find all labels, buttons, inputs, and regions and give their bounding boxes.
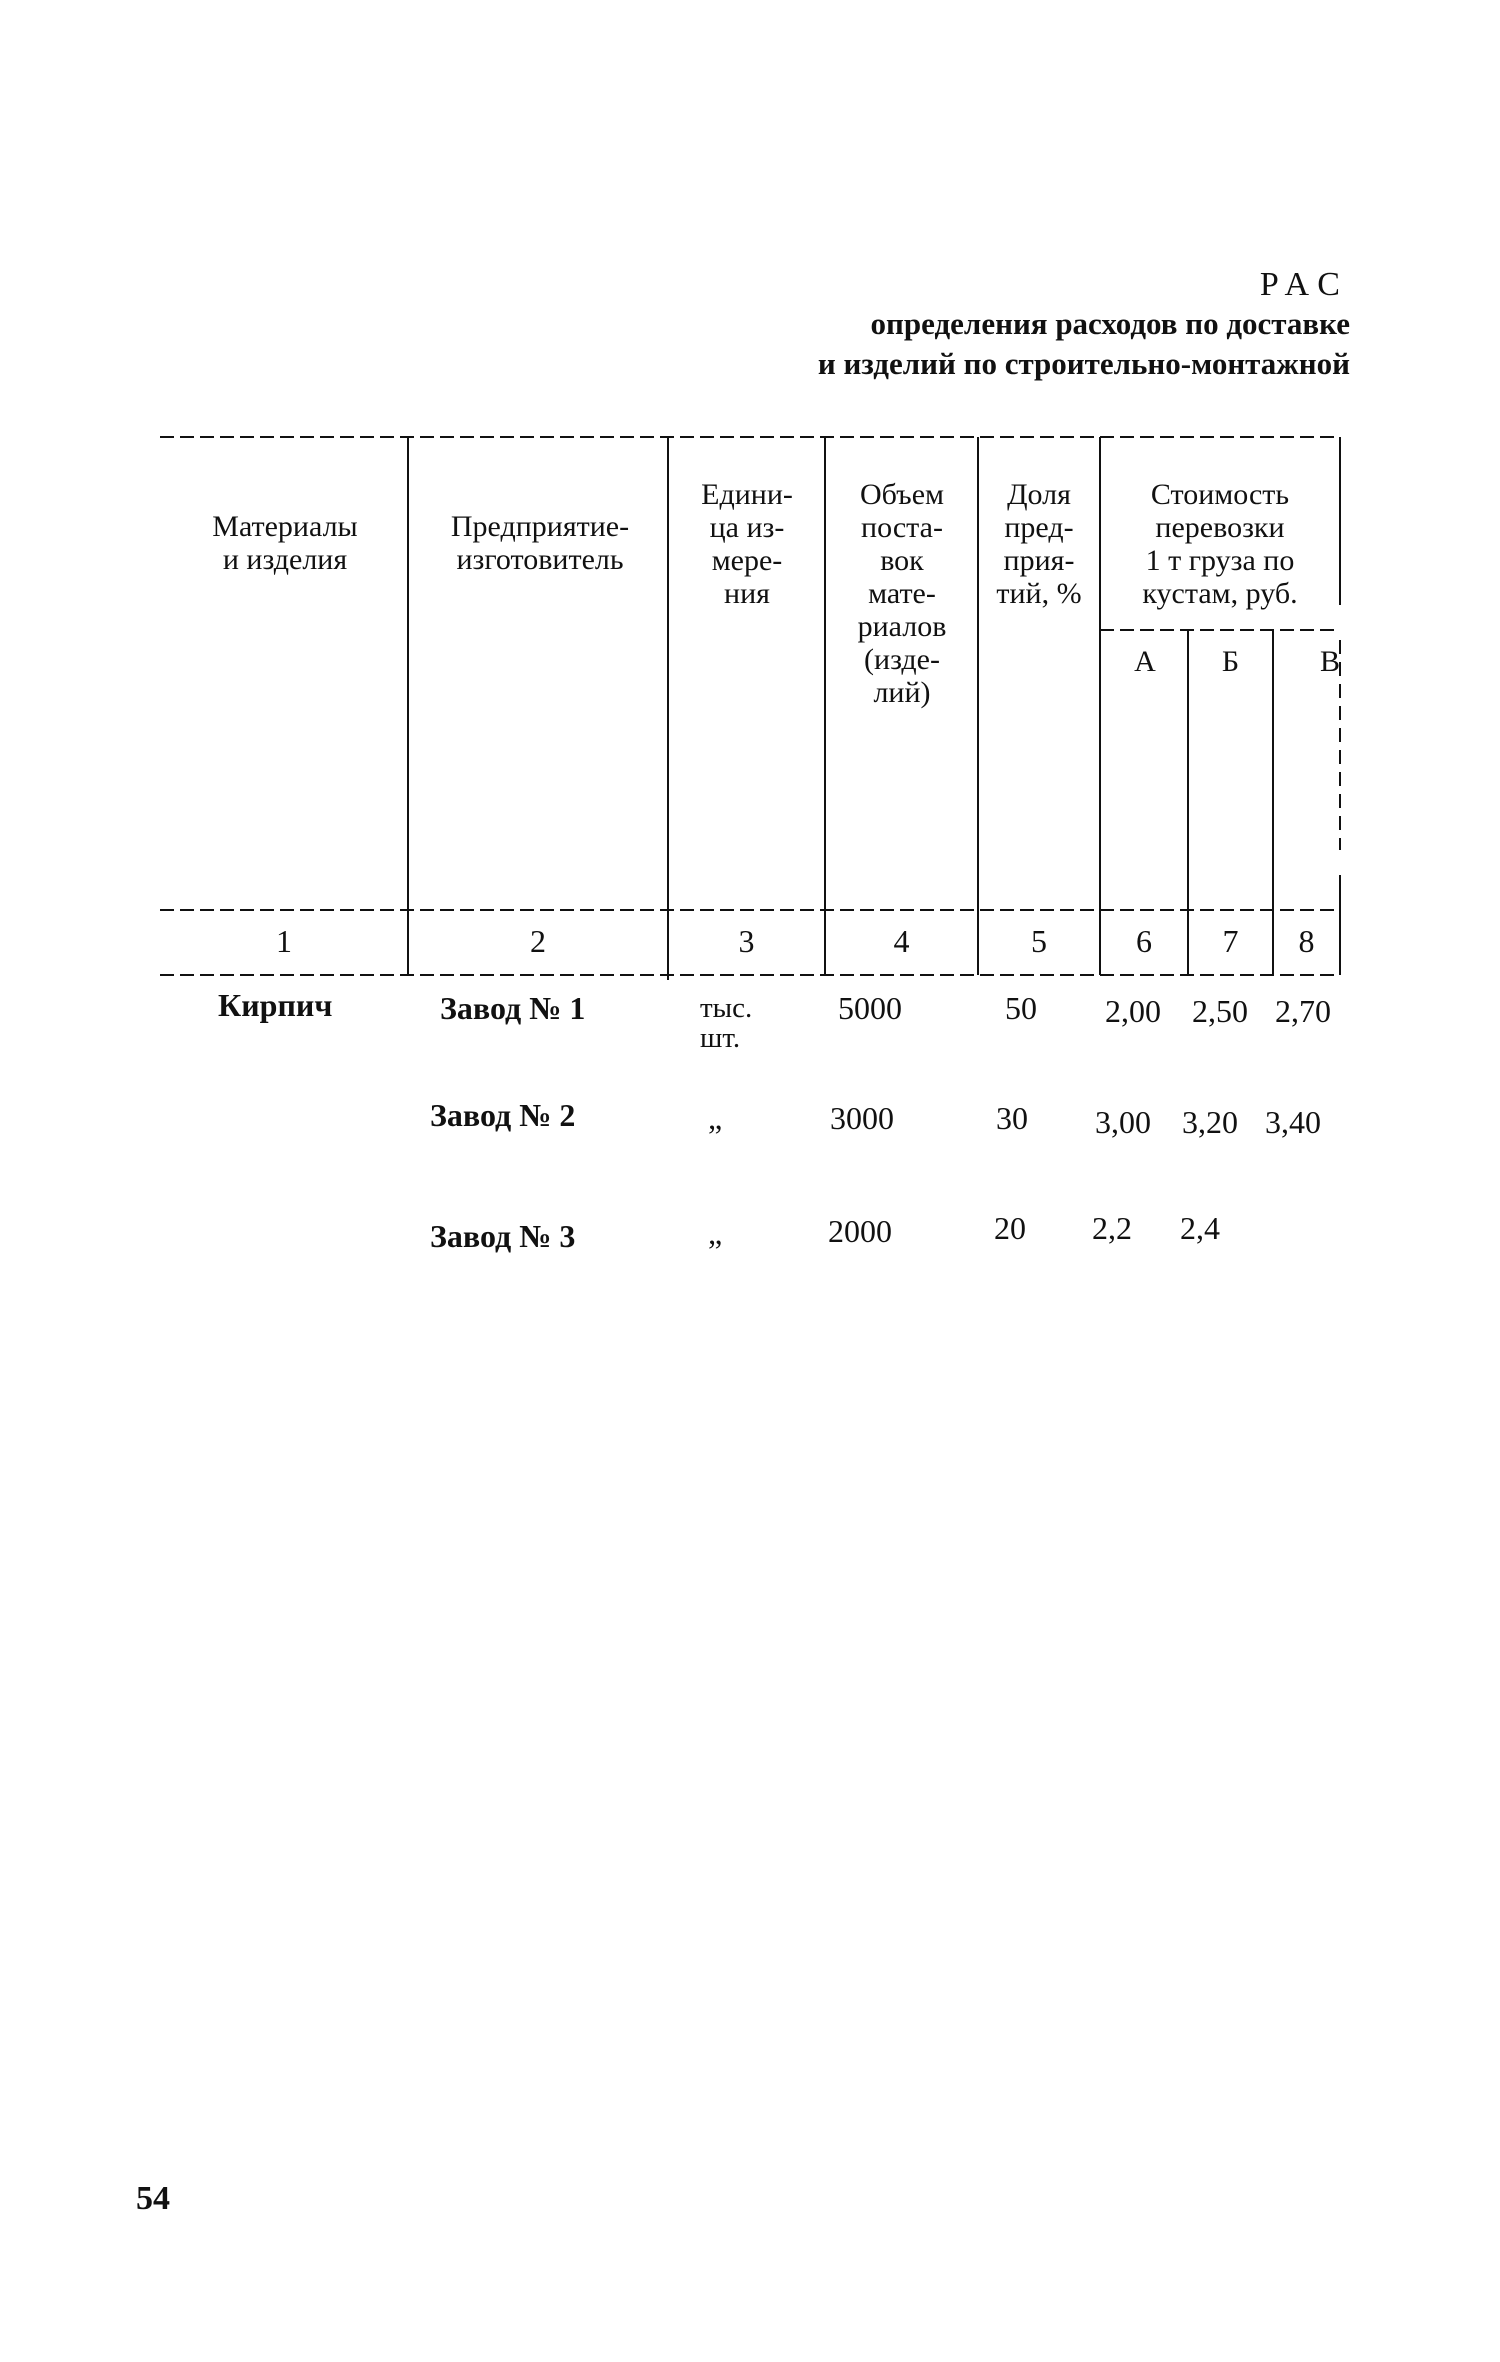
subheader-v: В — [1319, 645, 1340, 678]
column-number-2: 2 — [530, 923, 546, 959]
column-header-volume: Объем поста- вок мате- риалов (изде- лий) — [857, 478, 947, 709]
header-word: РАС — [1259, 266, 1350, 303]
row-2-volume: 3000 — [830, 1100, 894, 1136]
row-1-cost-v: 2,70 — [1275, 993, 1331, 1029]
row-3-volume: 2000 — [828, 1213, 892, 1249]
row-2-cost-v: 3,40 — [1265, 1104, 1321, 1140]
column-number-3: 3 — [738, 923, 755, 959]
column-header-materials: Материалы и изделия — [212, 510, 358, 576]
row-1-cost-b: 2,50 — [1192, 993, 1248, 1029]
header-line-1: определения расходов по доставке — [870, 306, 1350, 341]
row-1-volume: 5000 — [838, 990, 902, 1026]
row-2-cost-b: 3,20 — [1182, 1104, 1238, 1140]
row-2-unit: „ — [708, 1100, 723, 1136]
column-number-1: 1 — [276, 923, 292, 959]
row-3-cost-b: 2,4 — [1180, 1210, 1220, 1246]
column-number-6: 6 — [1136, 923, 1152, 959]
row-2-cost-a: 3,00 — [1095, 1104, 1151, 1140]
row-1-unit: тыс. шт. — [700, 992, 753, 1054]
row-3-plant: Завод № 3 — [430, 1218, 576, 1254]
row-3-share: 20 — [994, 1210, 1026, 1246]
row-2-share: 30 — [996, 1100, 1028, 1136]
row-1-material: Кирпич — [218, 987, 333, 1023]
column-number-4: 4 — [893, 923, 910, 959]
row-3-cost-a: 2,2 — [1092, 1210, 1132, 1246]
row-1-share: 50 — [1005, 990, 1037, 1026]
column-number-5: 5 — [1031, 923, 1047, 959]
row-2-plant: Завод № 2 — [430, 1097, 576, 1133]
column-number-7: 7 — [1222, 923, 1239, 959]
row-1-cost-a: 2,00 — [1105, 993, 1161, 1029]
column-header-plant: Предприятие- изготовитель — [450, 510, 630, 576]
column-number-8: 8 — [1298, 923, 1315, 959]
page-number: 54 — [136, 2180, 170, 2217]
subheader-b: Б — [1221, 645, 1240, 678]
column-header-unit: Едини- ца из- мере- ния — [701, 478, 793, 610]
column-header-share: Доля пред- прия- тий, % — [996, 478, 1082, 610]
header-line-2: и изделий по строительно-монтажной — [817, 346, 1350, 381]
column-header-cost: Стоимость перевозки 1 т груза по кустам, руб. — [1142, 478, 1298, 610]
row-3-unit: „ — [708, 1215, 723, 1251]
subheader-a: А — [1134, 645, 1156, 678]
row-1-plant: Завод № 1 — [440, 990, 586, 1026]
